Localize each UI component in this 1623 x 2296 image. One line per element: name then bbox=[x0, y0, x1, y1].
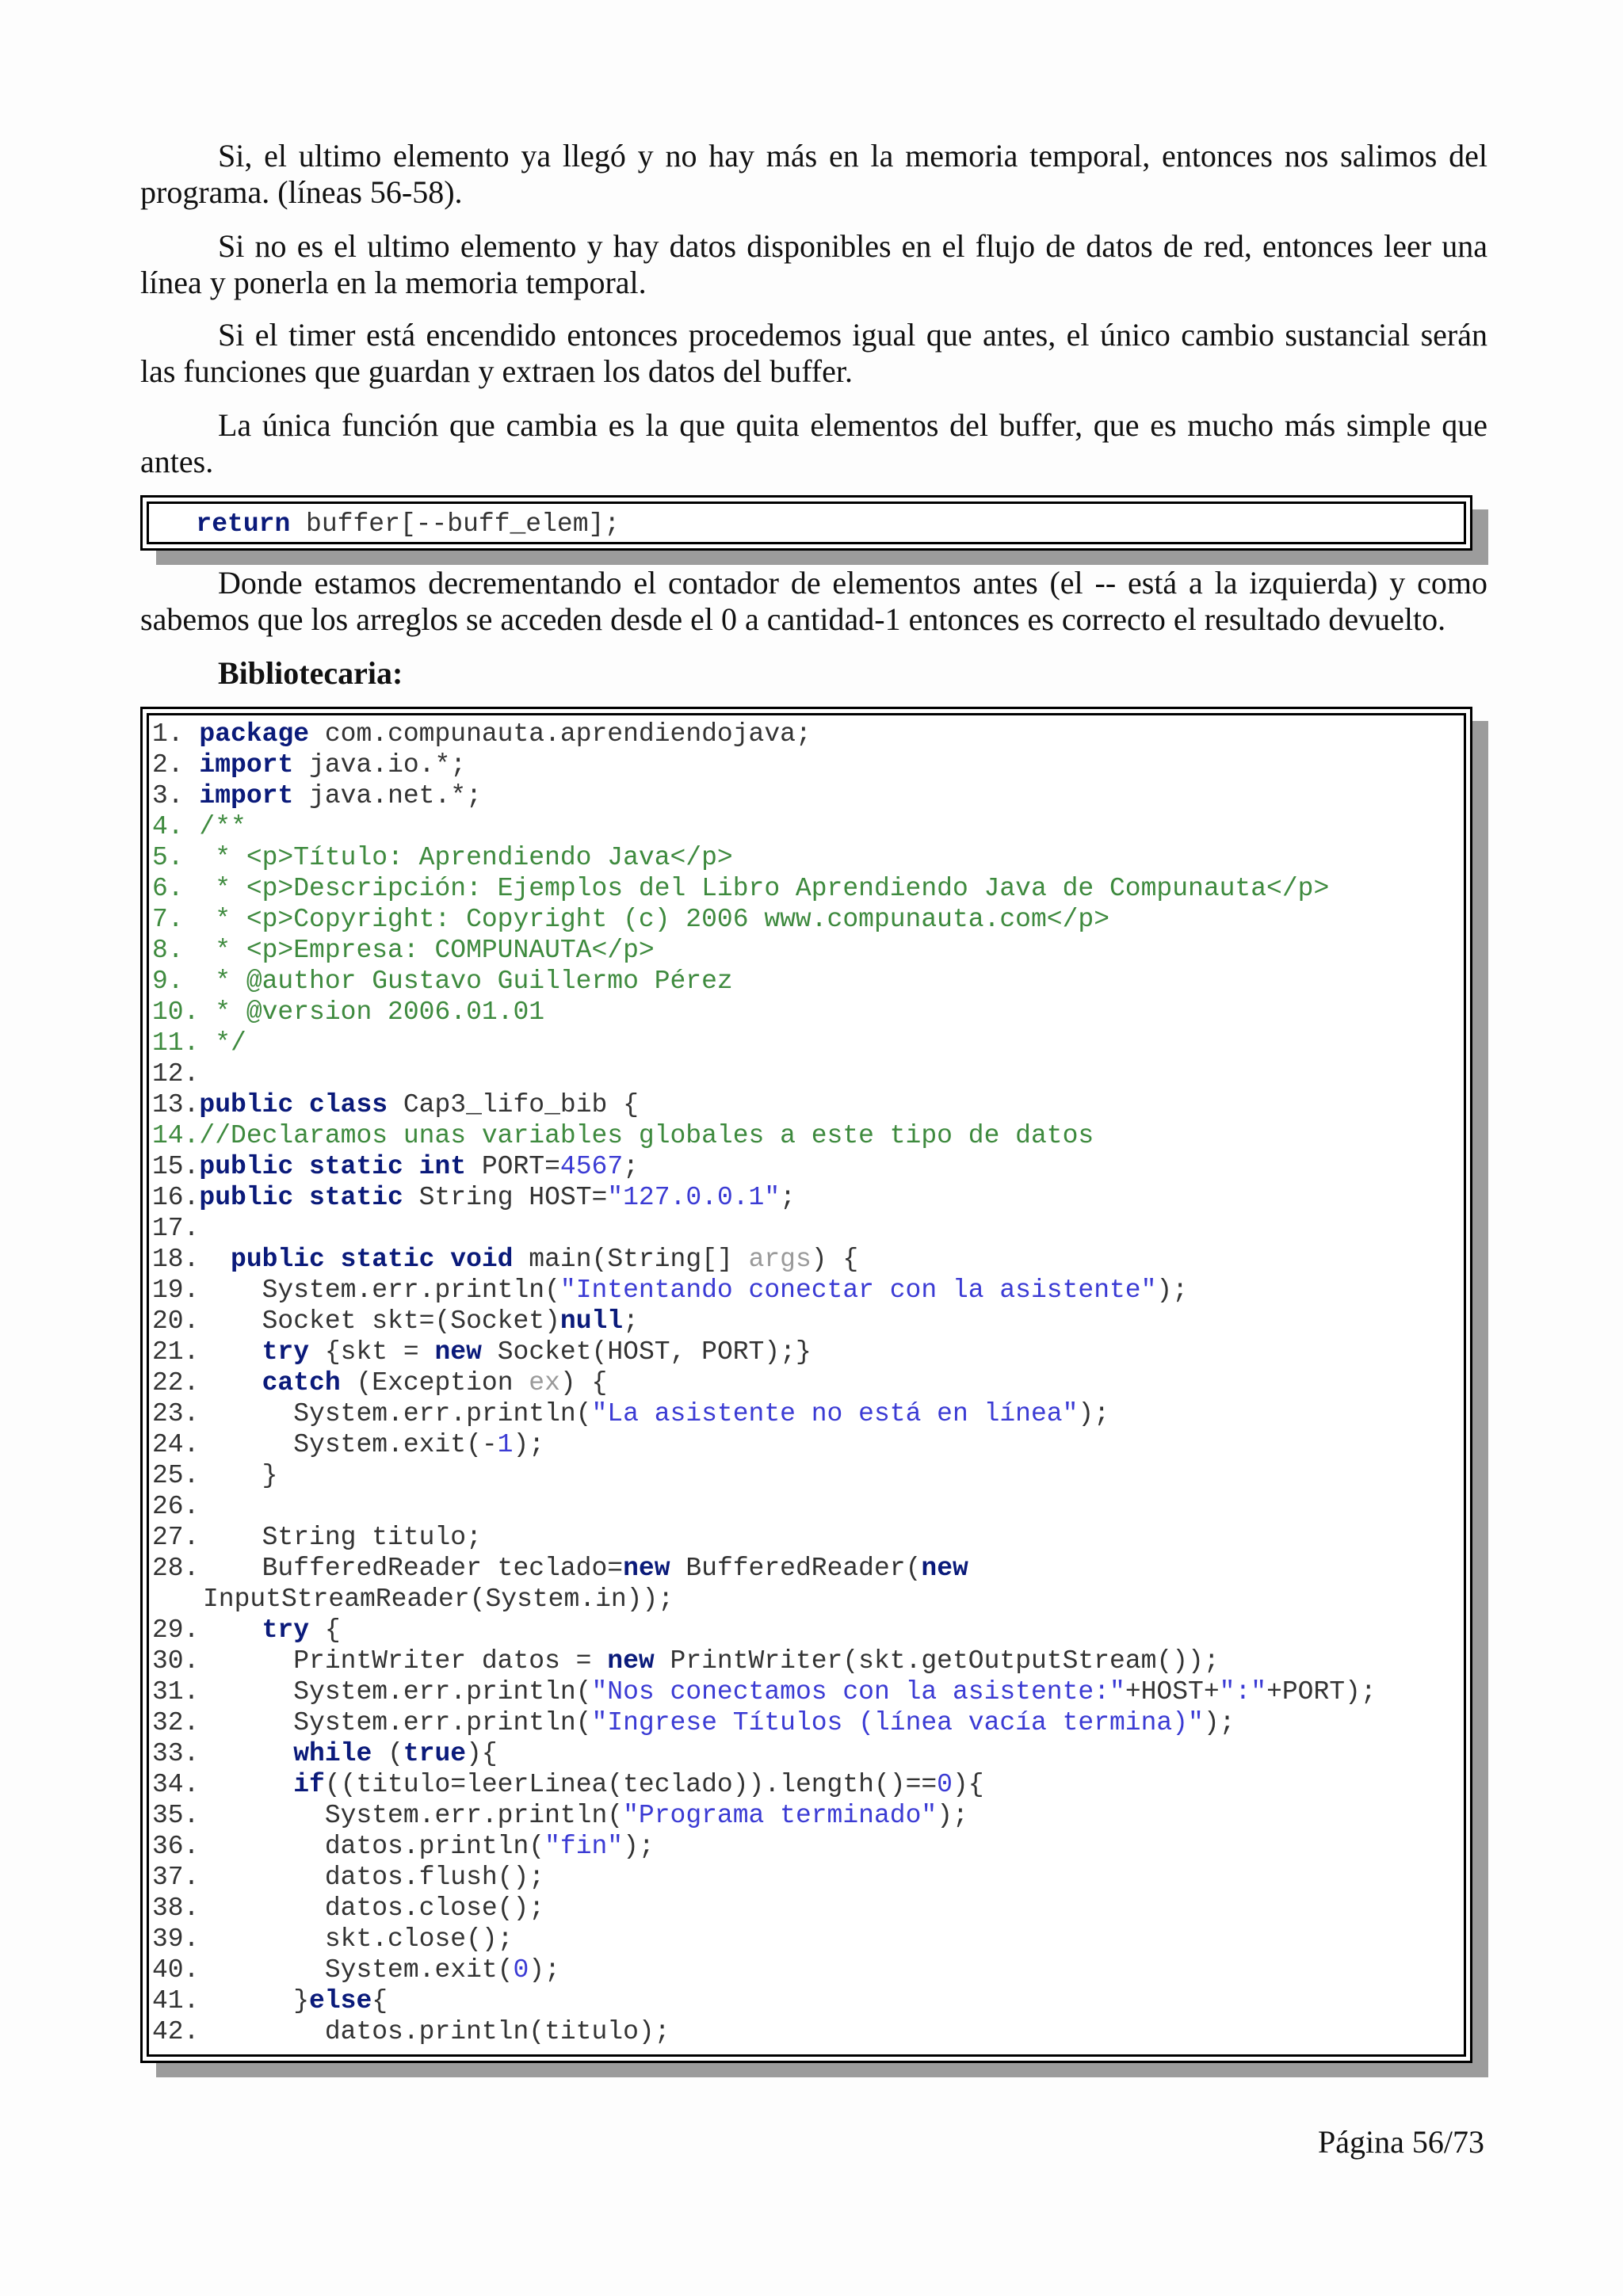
code-token: try bbox=[262, 1337, 310, 1367]
code-line bbox=[152, 780, 1464, 811]
code-token: ); bbox=[937, 1801, 968, 1830]
code-token: ; bbox=[623, 1306, 639, 1336]
code-token: new bbox=[434, 1337, 482, 1367]
code-line bbox=[152, 935, 1464, 966]
code-line bbox=[152, 1120, 1464, 1151]
code-line bbox=[152, 1676, 1464, 1707]
code-token: package bbox=[199, 719, 310, 749]
code-line bbox=[152, 1707, 1464, 1738]
code-token: ; bbox=[623, 1152, 639, 1181]
code-token: import bbox=[199, 781, 294, 810]
code-token: 35. System.err.println( bbox=[152, 1801, 624, 1830]
code-token: 16. bbox=[152, 1183, 200, 1212]
code-token: 31. System.err.println( bbox=[152, 1677, 592, 1707]
code-token: else bbox=[309, 1986, 372, 2016]
code-token: ); bbox=[1078, 1399, 1110, 1428]
code-line bbox=[152, 1275, 1464, 1306]
paragraph: Si, el ultimo elemento ya llegó y no hay más en la memoria temporal, entonces nos salimos del programa. (líneas 56-58). bbox=[140, 138, 1487, 210]
code-token: PORT= bbox=[466, 1152, 560, 1181]
code-token: 5. * <p>Título: Aprendiendo Java</p> bbox=[152, 843, 733, 872]
code-token: 8. * <p>Empresa: COMPUNAUTA</p> bbox=[152, 936, 655, 965]
code-line bbox=[152, 1151, 1464, 1182]
code-line bbox=[152, 1089, 1464, 1120]
code-token: new bbox=[921, 1554, 968, 1583]
code-line bbox=[152, 1522, 1464, 1553]
code-line bbox=[149, 509, 1464, 540]
code-line bbox=[152, 1367, 1464, 1398]
code-token: { bbox=[309, 1615, 341, 1645]
code-token: 25. } bbox=[152, 1461, 278, 1490]
code-token: ); bbox=[1156, 1276, 1189, 1305]
code-line bbox=[152, 1893, 1464, 1924]
code-token: true bbox=[403, 1739, 467, 1768]
code-token: BufferedReader( bbox=[670, 1554, 922, 1583]
code-token: com.compunauta.aprendiendojava; bbox=[309, 719, 812, 749]
code-line bbox=[152, 1213, 1464, 1244]
code-token: 13. bbox=[152, 1090, 200, 1119]
code-line bbox=[152, 1460, 1464, 1491]
code-token: 9. * @author Gustavo Guillermo Pérez bbox=[152, 967, 733, 996]
code-token: Cap3_lifo_bib { bbox=[388, 1090, 639, 1119]
code-line bbox=[152, 873, 1464, 904]
code-listing-box bbox=[140, 707, 1472, 2063]
code-token: 10. * @version 2006.01.01 bbox=[152, 997, 545, 1027]
code-line bbox=[152, 966, 1464, 997]
code-token: "Ingrese Títulos (línea vacía termina)" bbox=[591, 1708, 1204, 1737]
code-token: ((titulo=leerLinea(teclado)).length()== bbox=[324, 1770, 938, 1799]
code-token: 32. System.err.println( bbox=[152, 1708, 592, 1737]
code-token: 36. datos.println( bbox=[152, 1832, 545, 1861]
paragraph: La única función que cambia es la que quita elementos del buffer, que es mucho más simple que antes. bbox=[140, 407, 1487, 479]
code-token: public static void bbox=[231, 1245, 514, 1274]
code-token: 15. bbox=[152, 1152, 200, 1181]
code-token: 2. bbox=[152, 750, 200, 780]
code-token: ); bbox=[529, 1955, 560, 1985]
code-token: "La asistente no está en línea" bbox=[591, 1399, 1079, 1428]
code-token: { bbox=[372, 1986, 388, 2016]
code-token: 34. bbox=[152, 1770, 294, 1799]
code-token: 6. * <p>Descripción: Ejemplos del Libro Aprendiendo Java de Compunauta</p> bbox=[152, 874, 1330, 903]
code-token: ) { bbox=[559, 1368, 608, 1398]
code-token: ex bbox=[529, 1368, 560, 1398]
code-token: new bbox=[623, 1554, 670, 1583]
code-token: {skt = bbox=[309, 1337, 435, 1367]
code-token: 12. bbox=[152, 1059, 200, 1089]
code-token: java.io.*; bbox=[293, 750, 467, 780]
code-token: "Nos conectamos con la asistente:" bbox=[591, 1677, 1125, 1707]
code-line bbox=[152, 842, 1464, 873]
code-token: 17. bbox=[152, 1214, 200, 1243]
code-line bbox=[152, 719, 1464, 749]
code-token: if bbox=[293, 1770, 325, 1799]
code-token: 42. datos.println(titulo); bbox=[152, 2017, 670, 2046]
code-token: 14.//Declaramos unas variables globales a este tipo de datos bbox=[152, 1121, 1094, 1150]
code-token: 18. bbox=[152, 1245, 231, 1274]
code-token: 40. System.exit( bbox=[152, 1955, 514, 1985]
code-line bbox=[152, 1306, 1464, 1337]
code-token: 28. BufferedReader teclado= bbox=[152, 1554, 624, 1583]
code-token: 22. bbox=[152, 1368, 262, 1398]
code-line bbox=[152, 1553, 1464, 1584]
code-line bbox=[152, 1491, 1464, 1522]
code-token: 0 bbox=[513, 1955, 529, 1985]
code-token: 19. System.err.println( bbox=[152, 1276, 560, 1305]
section-heading: Bibliotecaria: bbox=[218, 655, 403, 691]
code-token: new bbox=[607, 1646, 655, 1676]
code-line bbox=[152, 1862, 1464, 1893]
code-token: 39. skt.close(); bbox=[152, 1924, 514, 1954]
code-line bbox=[152, 1244, 1464, 1275]
code-token: ) { bbox=[811, 1245, 859, 1274]
code-line bbox=[152, 1738, 1464, 1769]
code-line bbox=[152, 1584, 1464, 1615]
paragraph: Si no es el ultimo elemento y hay datos disponibles en el flujo de datos de red, entonces leer una línea y ponerla en la memoria temporal. bbox=[140, 228, 1487, 300]
code-token: args bbox=[748, 1245, 812, 1274]
code-token: +HOST+ bbox=[1125, 1677, 1220, 1707]
code-token: 11. */ bbox=[152, 1028, 246, 1058]
code-token bbox=[149, 509, 196, 539]
code-token: 41. } bbox=[152, 1986, 310, 2016]
code-token: 20. Socket skt=(Socket) bbox=[152, 1306, 560, 1336]
code-token: ); bbox=[623, 1832, 655, 1861]
code-line bbox=[152, 1800, 1464, 1831]
code-token: import bbox=[199, 750, 294, 780]
code-token: InputStreamReader(System.in)); bbox=[203, 1585, 674, 1614]
paragraph: Donde estamos decrementando el contador de elementos antes (el -- está a la izquierda) y como sabemos que los arreglos se acceden desde el 0 a cantidad-1 entonces es correcto el resultado devuelto. bbox=[140, 565, 1487, 637]
code-token: public static int bbox=[199, 1152, 467, 1181]
code-token: 4. /** bbox=[152, 812, 246, 841]
code-line bbox=[152, 1646, 1464, 1676]
code-token: public class bbox=[199, 1090, 388, 1119]
code-token: ; bbox=[780, 1183, 796, 1212]
code-line bbox=[152, 749, 1464, 780]
code-token: while bbox=[293, 1739, 372, 1768]
code-token: 24. System.exit(- bbox=[152, 1430, 498, 1459]
code-token: 33. bbox=[152, 1739, 294, 1768]
code-token: ":" bbox=[1219, 1677, 1267, 1707]
code-token: 38. datos.close(); bbox=[152, 1894, 545, 1923]
code-token: try bbox=[262, 1615, 310, 1645]
code-listing bbox=[147, 713, 1466, 2057]
code-token: 21. bbox=[152, 1337, 262, 1367]
code-line bbox=[152, 2016, 1464, 2047]
code-token: 30. PrintWriter datos = bbox=[152, 1646, 608, 1676]
code-token: 4567 bbox=[559, 1152, 624, 1181]
paragraph: Si el timer está encendido entonces procedemos igual que antes, el único cambio sustancial serán las funciones que guardan y extraen los datos del buffer. bbox=[140, 317, 1487, 389]
code-line bbox=[152, 1985, 1464, 2016]
code-token: main(String[] bbox=[513, 1245, 749, 1274]
code-line bbox=[152, 1955, 1464, 1985]
code-line bbox=[152, 1831, 1464, 1862]
code-token: ){ bbox=[466, 1739, 498, 1768]
code-token: 37. datos.flush(); bbox=[152, 1863, 545, 1892]
code-line bbox=[152, 997, 1464, 1028]
code-snippet bbox=[147, 502, 1466, 544]
code-token: return bbox=[196, 509, 291, 539]
code-token: null bbox=[559, 1306, 624, 1336]
code-token: 1. bbox=[152, 719, 200, 749]
code-token: "Intentando conectar con la asistente" bbox=[559, 1276, 1157, 1305]
code-line bbox=[152, 811, 1464, 842]
code-line bbox=[152, 1028, 1464, 1058]
code-token: 1 bbox=[497, 1430, 514, 1459]
code-token: 29. bbox=[152, 1615, 262, 1645]
code-token: 26. bbox=[152, 1492, 200, 1521]
code-line bbox=[152, 1924, 1464, 1955]
code-token: "fin" bbox=[544, 1832, 624, 1861]
code-token: catch bbox=[262, 1368, 341, 1398]
code-token: 0 bbox=[937, 1770, 953, 1799]
code-token: ); bbox=[1203, 1708, 1235, 1737]
code-token: 3. bbox=[152, 781, 200, 810]
code-line bbox=[152, 1058, 1464, 1089]
code-token: java.net.*; bbox=[293, 781, 482, 810]
code-token: public static bbox=[199, 1183, 403, 1212]
code-token: +PORT); bbox=[1266, 1677, 1377, 1707]
code-token: 23. System.err.println( bbox=[152, 1399, 592, 1428]
code-token: ( bbox=[372, 1739, 403, 1768]
code-token: buffer[--buff_elem]; bbox=[290, 509, 621, 539]
code-line bbox=[152, 1769, 1464, 1800]
code-token: 7. * <p>Copyright: Copyright (c) 2006 www.compunauta.com</p> bbox=[152, 905, 1109, 934]
code-token: Socket(HOST, PORT);} bbox=[481, 1337, 812, 1367]
code-line bbox=[152, 1398, 1464, 1429]
code-snippet-box bbox=[140, 495, 1472, 551]
code-token: "127.0.0.1" bbox=[607, 1183, 781, 1212]
code-token: ){ bbox=[952, 1770, 984, 1799]
code-line bbox=[152, 904, 1464, 935]
code-line bbox=[152, 1337, 1464, 1367]
code-line bbox=[152, 1615, 1464, 1646]
code-token: 27. String titulo; bbox=[152, 1523, 482, 1552]
code-line bbox=[152, 1182, 1464, 1213]
code-token: "Programa terminado" bbox=[623, 1801, 938, 1830]
code-token: PrintWriter(skt.getOutputStream()); bbox=[654, 1646, 1220, 1676]
code-token: (Exception bbox=[340, 1368, 529, 1398]
code-token: String HOST= bbox=[403, 1183, 608, 1212]
page-number: Página 56/73 bbox=[1318, 2124, 1484, 2160]
code-token: ); bbox=[513, 1430, 545, 1459]
code-line bbox=[152, 1429, 1464, 1460]
